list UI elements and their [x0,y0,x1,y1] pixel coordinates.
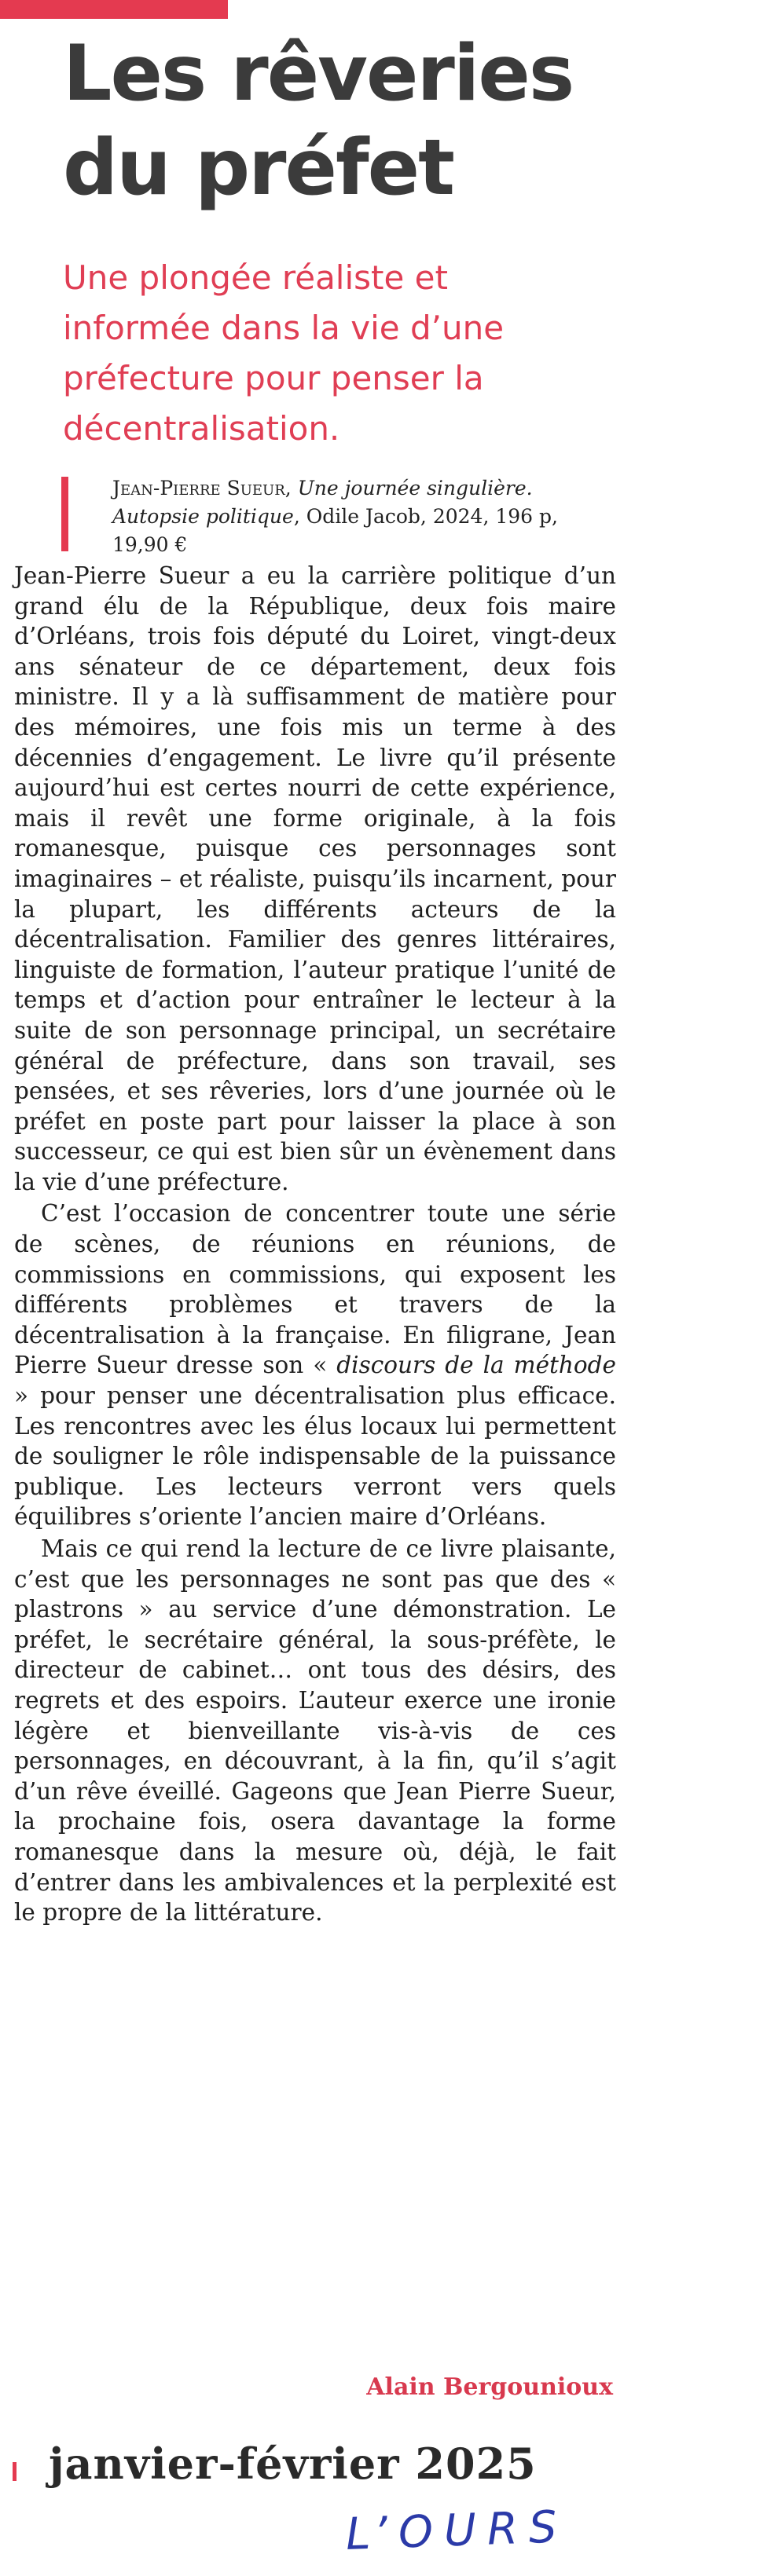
paragraph-1: Jean-Pierre Sueur a eu la carrière politique d’un grand élu de la République, deux fois maire d’Orléans, trois fois député du Loiret, vingt-deux ans sénateur de ce département, deux fois ministre. Il y a là suffisamment de matière pour des mémoires, une fois mis un terme à des décennies d’engagement. Le livre qu’il présente aujourd’hui est certes nourri de cette expérience, mais il revêt une forme originale, à la fois romanesque, puisque ces personnages sont imaginaires – et réaliste, puisqu’ils incarnent, pour la plupart, les différents acteurs de la décentralisation. Familier des genres littéraires, linguiste de formation, l’auteur pratique l’unité de temps et d’action pour entraîner le lecteur à la suite de son personnage principal, un secrétaire général de préfecture, dans son travail, ses pensées, et ses rêveries, lors d’une journée où le préfet en poste part pour laisser la place à son successeur, ce qui est bien sûr un évènement dans la vie d’une préfecture. [14,562,616,1195]
paragraph-2-text-b: » pour penser une décentralisation plus efficace. Les rencontres avec les élus locaux lui permettent de souligner le rôle indispensable de la puissance publique. Les lecteurs verront vers quels équilibres s’oriente l’ancien maire d’Orléans. [14,1382,616,1531]
reference-accent-bar [61,477,68,551]
paragraph-3: Mais ce qui rend la lecture de ce livre plaisante, c’est que les personnages ne sont pas que des « plastrons » au service d’une démonstration. Le préfet, le secrétaire général, la sous-préfète, le directeur de cabinet… ont tous des désirs, des regrets et des espoirs. L’auteur exerce une ironie légère et bienveillante vis-à-vis de ces personnages, en découvrant, à la fin, qu’il s’agit d’un rêve éveillé. Gageons que Jean Pierre Sueur, la prochaine fois, osera davantage la forme romanesque dans la mesure où, déjà, le fait d’entrer dans les ambivalences et la perplexité est le propre de la littérature. [14,1535,616,1927]
book-author: Jean-Pierre Sueur [112,477,285,499]
paragraph-2 [14,1198,616,1532]
paragraph-2-text-a: C’est l’occasion de concentrer toute une série de scènes, de réunions en réunions, de commissions en commissions, qui exposent les différents problèmes et travers de la décentralisation à la française. En filigrane, Jean Pierre Sueur dresse son « [14,1200,616,1379]
book-details: , Odile Jacob, 2024, 196 p, 19,90 € [112,505,558,556]
footer-accent-mark [13,2462,17,2481]
handwritten-note: L’OURS [344,2501,569,2560]
book-title: Une journée singulière. Autopsie politique [112,477,533,528]
article-body [14,561,616,1928]
paragraph-2-italic: discours de la méthode [336,1352,616,1379]
article-title: Les rêveries du préfet [63,29,574,213]
section-tag-bar [0,0,228,19]
issue-date: janvier-février 2025 [49,2439,537,2489]
author-signature: Alain Bergounioux [366,2373,613,2401]
book-reference: Jean-Pierre Sueur, Une journée singulière. Autopsie politique, Odile Jacob, 2024, 196 p, 19,90 € [112,477,558,556]
article-subtitle: Une plongée réaliste et informée dans la vie d’une préfecture pour penser la décentralisation. [63,258,505,448]
